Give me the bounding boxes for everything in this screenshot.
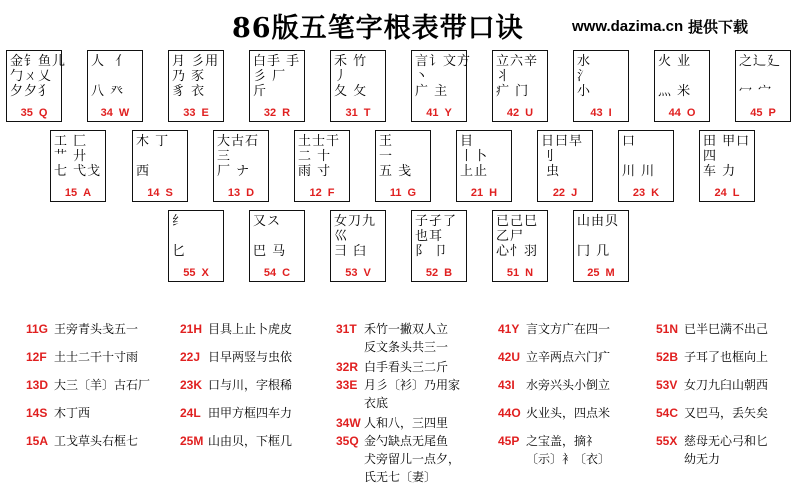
key-l	[699, 130, 755, 202]
key-roots: 月 彡用 乃 豕 豸 衣	[172, 54, 220, 99]
key-roots: 白手 手 彡 厂 斤	[253, 54, 301, 99]
download-note: 提供下载	[688, 18, 749, 36]
page-header	[0, 4, 810, 44]
key-code: 45 P	[750, 107, 776, 119]
key-o	[654, 50, 710, 122]
mnemonic-24l: 24L 田甲方框四车力	[180, 406, 293, 420]
key-roots: 人 亻 八 癶	[91, 54, 130, 99]
key-code: 15 A	[64, 187, 92, 199]
key-code: 32 R	[263, 107, 291, 119]
key-g	[375, 130, 431, 202]
key-code: 43 I	[590, 107, 612, 119]
mnemonic-31t: 31T 禾竹一撇双人立 反文条头共三一	[336, 322, 449, 354]
key-roots: 火 业 灬 米	[658, 54, 692, 99]
key-roots: 目 丨卜 上止	[460, 134, 489, 179]
key-roots: 禾 竹 丿 夂 攵	[334, 54, 368, 99]
key-roots: 纟 匕	[172, 214, 187, 259]
key-k	[618, 130, 674, 202]
mnemonic-52b: 52B 子耳了也框向上	[656, 350, 769, 364]
key-roots: 子孑了 也耳 阝 卩	[415, 214, 458, 259]
mnemonic-22j: 22J 日早两竖与虫依	[180, 350, 293, 364]
mnemonic-54c: 54C 又巴马，丢矢矣	[656, 406, 769, 420]
key-code: 53 V	[345, 267, 371, 279]
key-code: 24 L	[714, 187, 740, 199]
key-code: 33 E	[183, 107, 209, 119]
key-code: 23 K	[632, 187, 660, 199]
mnemonic-13d: 13D 大三〔羊〕古石厂	[26, 378, 151, 392]
key-n	[492, 210, 548, 282]
key-roots: 土士干 二 十 雨 寸	[298, 134, 341, 179]
key-roots: 言讠文方 丶 广 主	[415, 54, 472, 99]
key-roots: 口 川 川	[622, 134, 656, 179]
mnemonic-55x: 55X 慈母无心弓和匕 幼无力	[656, 434, 769, 466]
key-code: 21 H	[470, 187, 498, 199]
key-code: 31 T	[345, 107, 371, 119]
key-m	[573, 210, 629, 282]
mnemonic-41y: 41Y 言文方广在四一	[498, 322, 611, 336]
mnemonic-44o: 44O 火业头，四点米	[498, 406, 611, 420]
mnemonic-34w: 34W 人和八，三四里	[336, 416, 449, 430]
key-s	[132, 130, 188, 202]
key-w	[87, 50, 143, 122]
key-roots: 已己巳 乙尸 心忄羽	[496, 214, 539, 259]
key-i	[573, 50, 629, 122]
key-code: 13 D	[227, 187, 255, 199]
key-code: 12 F	[309, 187, 335, 199]
key-b	[411, 210, 467, 282]
key-roots: 女刀九 巛 彐 臼	[334, 214, 377, 259]
key-code: 54 C	[263, 267, 291, 279]
key-roots: 之辶廴 冖 宀	[739, 54, 782, 99]
key-u	[492, 50, 548, 122]
key-h	[456, 130, 512, 202]
key-roots: 木 丁 西	[136, 134, 170, 179]
key-code: 14 S	[147, 187, 173, 199]
key-code: 25 M	[587, 267, 615, 279]
mnemonic-12f: 12F 土士二干十寸雨	[26, 350, 139, 364]
key-code: 42 U	[506, 107, 534, 119]
key-a	[50, 130, 106, 202]
mnemonic-11g: 11G 王旁青头戋五一	[26, 322, 139, 336]
key-roots: 日曰早 刂 虫	[541, 134, 584, 179]
key-code: 44 O	[668, 107, 696, 119]
mnemonic-23k: 23K 口与川，字根稀	[180, 378, 293, 392]
key-j	[537, 130, 593, 202]
mnemonic-43i: 43I 水旁兴头小倒立	[498, 378, 611, 392]
mnemonic-list	[0, 318, 810, 500]
key-roots: 山由贝 冂 几	[577, 214, 620, 259]
mnemonic-33e: 33E 月彡〔衫〕乃用家 衣底	[336, 378, 461, 410]
key-y	[411, 50, 472, 122]
key-roots: 又ス 巴 马	[253, 214, 287, 259]
mnemonic-51n: 51N 已半巳满不出己	[656, 322, 769, 336]
key-code: 22 J	[552, 187, 578, 199]
key-roots: 金钅鱼儿 勹ㄨ乂 夕夕犭	[10, 54, 67, 99]
key-v	[330, 210, 386, 282]
mnemonic-21h: 21H 目具上止卜虎皮	[180, 322, 293, 336]
key-code: 34 W	[100, 107, 130, 119]
mnemonic-42u: 42U 立辛两点六门疒	[498, 350, 611, 364]
mnemonic-45p: 45P 之宝盖，摘礻 〔示〕衤〔衣〕	[498, 434, 611, 466]
key-r	[249, 50, 305, 122]
mnemonic-53v: 53V 女刀九臼山朝西	[656, 378, 769, 392]
key-c	[249, 210, 305, 282]
key-roots: 工 匚 艹 廾 七 弋戈	[54, 134, 102, 179]
key-roots: 田 甲口 四 车 力	[703, 134, 751, 179]
key-roots: 水 氵 小	[577, 54, 592, 99]
key-code: 55 X	[183, 267, 209, 279]
key-t	[330, 50, 386, 122]
mnemonic-25m: 25M 山由贝，下框几	[180, 434, 293, 448]
key-d	[213, 130, 269, 202]
key-p	[735, 50, 791, 122]
mnemonic-15a: 15A 工戈草头右框七	[26, 434, 139, 448]
key-f	[294, 130, 350, 202]
mnemonic-14s: 14S 木丁西	[26, 406, 91, 420]
mnemonic-35q: 35Q 金勺缺点无尾鱼 犬旁留儿一点夕， 氏无七〔妻〕	[336, 434, 461, 484]
key-code: 51 N	[506, 267, 534, 279]
website-url: www.dazima.cn	[572, 18, 684, 35]
key-e	[168, 50, 224, 122]
key-code: 35 Q	[20, 107, 48, 119]
key-code: 11 G	[389, 187, 417, 199]
key-x	[168, 210, 224, 282]
key-q	[6, 50, 67, 122]
key-code: 41 Y	[426, 107, 452, 119]
page-title: 86版五笔字根表带口诀	[232, 13, 524, 44]
key-roots: 王 一 五 戋	[379, 134, 413, 179]
key-roots: 大古石 三 厂 ナ	[217, 134, 260, 179]
key-code: 52 B	[425, 267, 453, 279]
key-roots: 立六辛 丬 疒 门	[496, 54, 539, 99]
mnemonic-32r: 32R 白手看头三二斤	[336, 360, 449, 374]
